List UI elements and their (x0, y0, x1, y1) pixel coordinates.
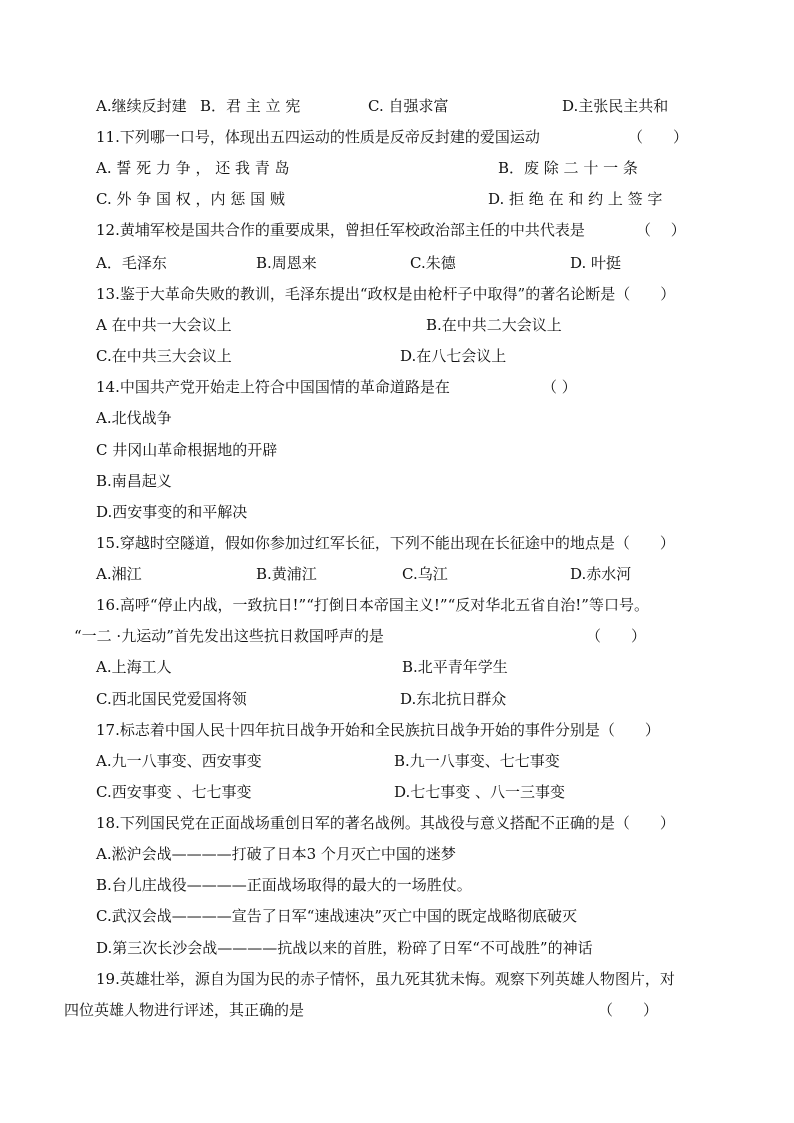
q14-stem: 14.中国共产党开始走上符合中国国情的革命道路是在 (96, 378, 450, 396)
q15-option-d: D.赤水河 (570, 565, 632, 583)
q12-option-d: D. 叶挺 (570, 254, 622, 272)
q13-option-c: C.在中共三大会议上 (96, 347, 232, 365)
q11-answer-paren: （ ） (628, 128, 689, 146)
q12-answer-paren: （ ） (636, 221, 686, 239)
q16-option-c: C.西北国民党爱国将领 (96, 690, 247, 708)
q16-stem-line2: “一二 ·九运动”首先发出这些抗日救国呼声的是 (74, 627, 384, 645)
q11-stem: 11.下列哪一口号，体现出五四运动的性质是反帝反封建的爱国运动 (96, 128, 540, 146)
q18-option-a: A.淞沪会战————打破了日本3 个月灭亡中国的迷梦 (96, 845, 456, 863)
q17-stem: 17.标志着中国人民十四年抗日战争开始和全民族抗日战争开始的事件分别是（ ） (96, 721, 660, 739)
q18-stem: 18.下列国民党在正面战场重创日军的著名战例。其战役与意义搭配不正确的是（ ） (96, 814, 675, 832)
q19-answer-paren: （ ） (598, 1001, 659, 1019)
q12-option-c: C.朱德 (410, 254, 456, 272)
q13-stem: 13.鉴于大革命失败的教训，毛泽东提出“政权是由枪杆子中取得”的著名论断是（ ） (96, 285, 676, 303)
q19-stem-line1: 19.英雄壮举，源自为国为民的赤子情怀，虽九死其犹未悔。观察下列英雄人物图片，对 (96, 970, 675, 988)
q17-option-c: C.西安事变 、七七事变 (96, 783, 252, 801)
q11-option-c: C. 外 争 国 权 ，内 惩 国 贼 (96, 190, 285, 208)
q13-option-a: A 在中共一大会议上 (96, 316, 232, 334)
q16-option-a: A.上海工人 (96, 658, 172, 676)
q11-option-b: B．废 除 二 十 一 条 (498, 159, 638, 177)
q15-option-c: C.乌江 (402, 565, 448, 583)
q19-stem-line2: 四位英雄人物进行评述，其正确的是 (64, 1001, 305, 1019)
q14-answer-paren: （ ） (542, 378, 577, 396)
q14-option-c: C 井冈山革命根据地的开辟 (96, 441, 278, 459)
q10-option-a: A.继续反封建 (96, 97, 187, 115)
q17-option-a: A.九一八事变、西安事变 (96, 752, 262, 770)
q11-option-d: D. 拒 绝 在 和 约 上 签 字 (488, 190, 663, 208)
q10-option-c: C. 自强求富 (368, 97, 449, 115)
q16-option-b: B.北平青年学生 (402, 658, 508, 676)
q16-stem-line1: 16.高呼“停止内战，一致抗日!”“打倒日本帝国主义!”“反对华北五省自治!”等口号。 (96, 596, 649, 614)
q16-option-d: D.东北抗日群众 (400, 690, 507, 708)
q12-stem: 12.黄埔军校是国共合作的重要成果，曾担任军校政治部主任的中共代表是 (96, 221, 585, 239)
q12-option-b: B.周恩来 (256, 254, 317, 272)
q18-option-b: B.台儿庄战役————正面战场取得的最大的一场胜仗。 (96, 876, 472, 894)
q14-option-d: D.西安事变的和平解决 (96, 503, 248, 521)
q15-stem: 15.穿越时空隧道，假如你参加过红军长征，下列不能出现在长征途中的地点是（ ） (96, 534, 675, 552)
q10-option-b: B．君 主 立 宪 (200, 97, 301, 115)
q12-option-a: A．毛泽东 (96, 254, 167, 272)
q16-answer-paren: （ ） (586, 627, 647, 645)
q17-option-d: D.七七事变 、八一三事变 (394, 783, 566, 801)
q11-option-a: A. 誓 死 力 争 ， 还 我 青 岛 (96, 159, 290, 177)
q13-option-d: D.在八七会议上 (400, 347, 507, 365)
q15-option-a: A.湘江 (96, 565, 142, 583)
q14-option-b: B.南昌起义 (96, 472, 172, 490)
q18-option-d: D.第三次长沙会战————抗战以来的首胜，粉碎了日军“不可战胜”的神话 (96, 939, 593, 957)
q18-option-c: C.武汉会战————宣告了日军“速战速决”灭亡中国的既定战略彻底破灭 (96, 907, 578, 925)
q13-option-b: B.在中共二大会议上 (426, 316, 562, 334)
q15-option-b: B.黄浦江 (256, 565, 317, 583)
q17-option-b: B.九一八事变、七七事变 (394, 752, 560, 770)
q10-option-d: D.主张民主共和 (562, 97, 669, 115)
q14-option-a: A.北伐战争 (96, 409, 172, 427)
